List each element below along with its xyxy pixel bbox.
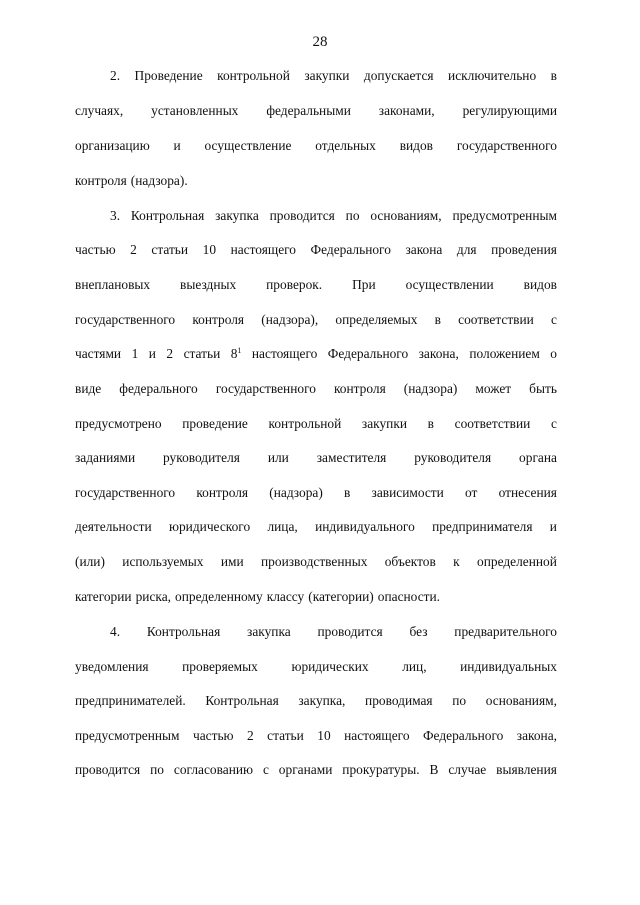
word: определенной <box>477 554 557 569</box>
word: основаниям, <box>485 693 557 708</box>
word: (категории) <box>308 589 374 604</box>
page-number: 28 <box>312 34 328 50</box>
word: регулирующими <box>462 103 557 118</box>
word: в <box>550 68 557 83</box>
text-line <box>110 206 557 226</box>
superscript: 1 <box>237 346 242 355</box>
word: к <box>453 554 460 569</box>
word: 3. <box>110 208 121 223</box>
word: зависимости <box>371 485 444 500</box>
word: закупка <box>247 624 291 639</box>
word: проводимая <box>365 693 433 708</box>
word: положением <box>469 346 540 361</box>
word: для <box>456 242 477 257</box>
word: предварительного <box>454 624 557 639</box>
word: настоящего <box>344 728 410 743</box>
word: предпринимателя <box>432 519 533 534</box>
word: соответствии <box>454 416 531 431</box>
word: по <box>345 208 360 223</box>
word: риска, <box>135 589 171 604</box>
text-line <box>75 344 557 364</box>
word: юридических <box>291 659 369 674</box>
word: с <box>551 312 557 327</box>
word: предусмотрено <box>75 416 162 431</box>
word: выявления <box>496 762 557 777</box>
word: закупка, <box>298 693 346 708</box>
word: предусмотренным <box>452 208 557 223</box>
word: контроля <box>75 173 127 188</box>
text-line <box>75 483 557 503</box>
word: в <box>427 416 434 431</box>
word: (или) <box>75 554 105 569</box>
word: В <box>429 762 439 777</box>
word: государственного <box>75 312 176 327</box>
word: ими <box>220 554 244 569</box>
word: используемых <box>122 554 204 569</box>
text-line <box>75 691 557 711</box>
word: закона, <box>418 346 459 361</box>
word: При <box>352 277 376 292</box>
word: Федерального <box>327 346 409 361</box>
word: Федерального <box>422 728 504 743</box>
word: контрольной <box>268 416 342 431</box>
word: (надзора). <box>130 173 188 188</box>
word: (надзора) <box>269 485 323 500</box>
word: и <box>173 138 181 153</box>
word: исключительно <box>448 68 537 83</box>
word: индивидуального <box>315 519 415 534</box>
word: законами, <box>378 103 435 118</box>
word: согласованию <box>173 762 254 777</box>
word: Контрольная <box>130 208 205 223</box>
word: органами <box>278 762 333 777</box>
word: закупки <box>361 416 407 431</box>
word: контроля <box>196 485 249 500</box>
word: статьи <box>151 242 189 257</box>
word: частями <box>75 346 122 361</box>
word: 2 <box>247 728 254 743</box>
word: в <box>434 312 441 327</box>
word: проведения <box>491 242 557 257</box>
word: федеральными <box>266 103 351 118</box>
word: закона <box>405 242 443 257</box>
word: индивидуальных <box>460 659 557 674</box>
word: о <box>550 346 557 361</box>
word: от <box>465 485 478 500</box>
word: Контрольная <box>205 693 279 708</box>
word: может <box>475 381 512 396</box>
word: контроля <box>333 381 386 396</box>
word: отнесения <box>498 485 557 500</box>
word: проверяемых <box>182 659 258 674</box>
word: 10 <box>317 728 331 743</box>
text-line <box>75 760 557 780</box>
word: статьи <box>183 346 221 361</box>
text-line <box>75 657 557 677</box>
word: 2 <box>166 346 174 361</box>
word: проводится <box>75 762 141 777</box>
word: видов <box>523 277 557 292</box>
word: категории <box>75 589 132 604</box>
text-line <box>75 171 557 191</box>
word: закупки <box>304 68 350 83</box>
word: частью <box>75 242 116 257</box>
word: виде <box>75 381 102 396</box>
word: государственного <box>456 138 557 153</box>
word: видов <box>399 138 434 153</box>
word: по <box>150 762 164 777</box>
word: предпринимателей. <box>75 693 186 708</box>
word: осуществлении <box>405 277 494 292</box>
word: объектов <box>384 554 436 569</box>
text-line <box>75 101 557 121</box>
word: допускается <box>363 68 434 83</box>
word: лица, <box>267 519 298 534</box>
word: заместителя <box>316 450 387 465</box>
text-line <box>75 552 557 572</box>
text-line <box>75 414 557 434</box>
word: по <box>452 693 467 708</box>
word: и <box>549 519 557 534</box>
word: организацию <box>75 138 150 153</box>
word: установленных <box>151 103 239 118</box>
word: основаниям, <box>370 208 442 223</box>
word: юридического <box>168 519 251 534</box>
text-line <box>110 622 557 642</box>
text-line <box>75 275 557 295</box>
word: уведомления <box>75 659 149 674</box>
word: Контрольная <box>146 624 221 639</box>
word: производственных <box>261 554 368 569</box>
word: 2 <box>130 242 137 257</box>
word: выездных <box>180 277 237 292</box>
word: определяемых <box>335 312 418 327</box>
word: в <box>344 485 351 500</box>
word: 4. <box>110 624 121 639</box>
word: с <box>262 762 269 777</box>
word: внеплановых <box>75 277 151 292</box>
word: $8^1$ <box>230 346 242 361</box>
word: контрольной <box>217 68 290 83</box>
word: без <box>409 624 428 639</box>
word: опасности. <box>377 589 441 604</box>
word: федерального <box>119 381 198 396</box>
word: руководителя <box>163 450 240 465</box>
word: соответствии <box>458 312 534 327</box>
word: частью <box>192 728 234 743</box>
word: Федерального <box>310 242 391 257</box>
word: проведение <box>182 416 248 431</box>
text-line <box>75 517 557 537</box>
word: статьи <box>267 728 304 743</box>
word: государственного <box>215 381 316 396</box>
word: проводится <box>269 208 335 223</box>
text-line <box>75 240 557 260</box>
text-line <box>75 726 557 746</box>
word: 10 <box>202 242 217 257</box>
word: прокуратуры. <box>342 762 420 777</box>
word: классу <box>266 589 305 604</box>
word: случае <box>448 762 487 777</box>
word: государственного <box>75 485 176 500</box>
text-line <box>75 587 557 607</box>
word: деятельности <box>75 519 152 534</box>
word: Проведение <box>134 68 203 83</box>
text-line <box>110 66 557 86</box>
word: 1 <box>131 346 139 361</box>
word: заданиями <box>75 450 136 465</box>
word: отдельных <box>315 138 376 153</box>
word: руководителя <box>414 450 492 465</box>
text-line <box>75 448 557 468</box>
word: с <box>550 416 557 431</box>
text-line <box>75 310 557 330</box>
word: 2. <box>110 68 121 83</box>
word: закона, <box>516 728 557 743</box>
word: определенному <box>175 589 263 604</box>
word: (надзора), <box>261 312 319 327</box>
word: (надзора) <box>403 381 458 396</box>
word: и <box>148 346 156 361</box>
word: случаях, <box>75 103 124 118</box>
word: быть <box>529 381 557 396</box>
word: предусмотренным <box>75 728 180 743</box>
text-line <box>75 379 557 399</box>
word: проводится <box>317 624 383 639</box>
word: закупка <box>215 208 259 223</box>
word: проверок. <box>266 277 323 292</box>
word: контроля <box>192 312 245 327</box>
word: настоящего <box>251 346 318 361</box>
text-line <box>75 136 557 156</box>
word: лиц, <box>402 659 427 674</box>
word: или <box>267 450 289 465</box>
word: органа <box>519 450 557 465</box>
word: настоящего <box>230 242 296 257</box>
word: осуществление <box>204 138 292 153</box>
